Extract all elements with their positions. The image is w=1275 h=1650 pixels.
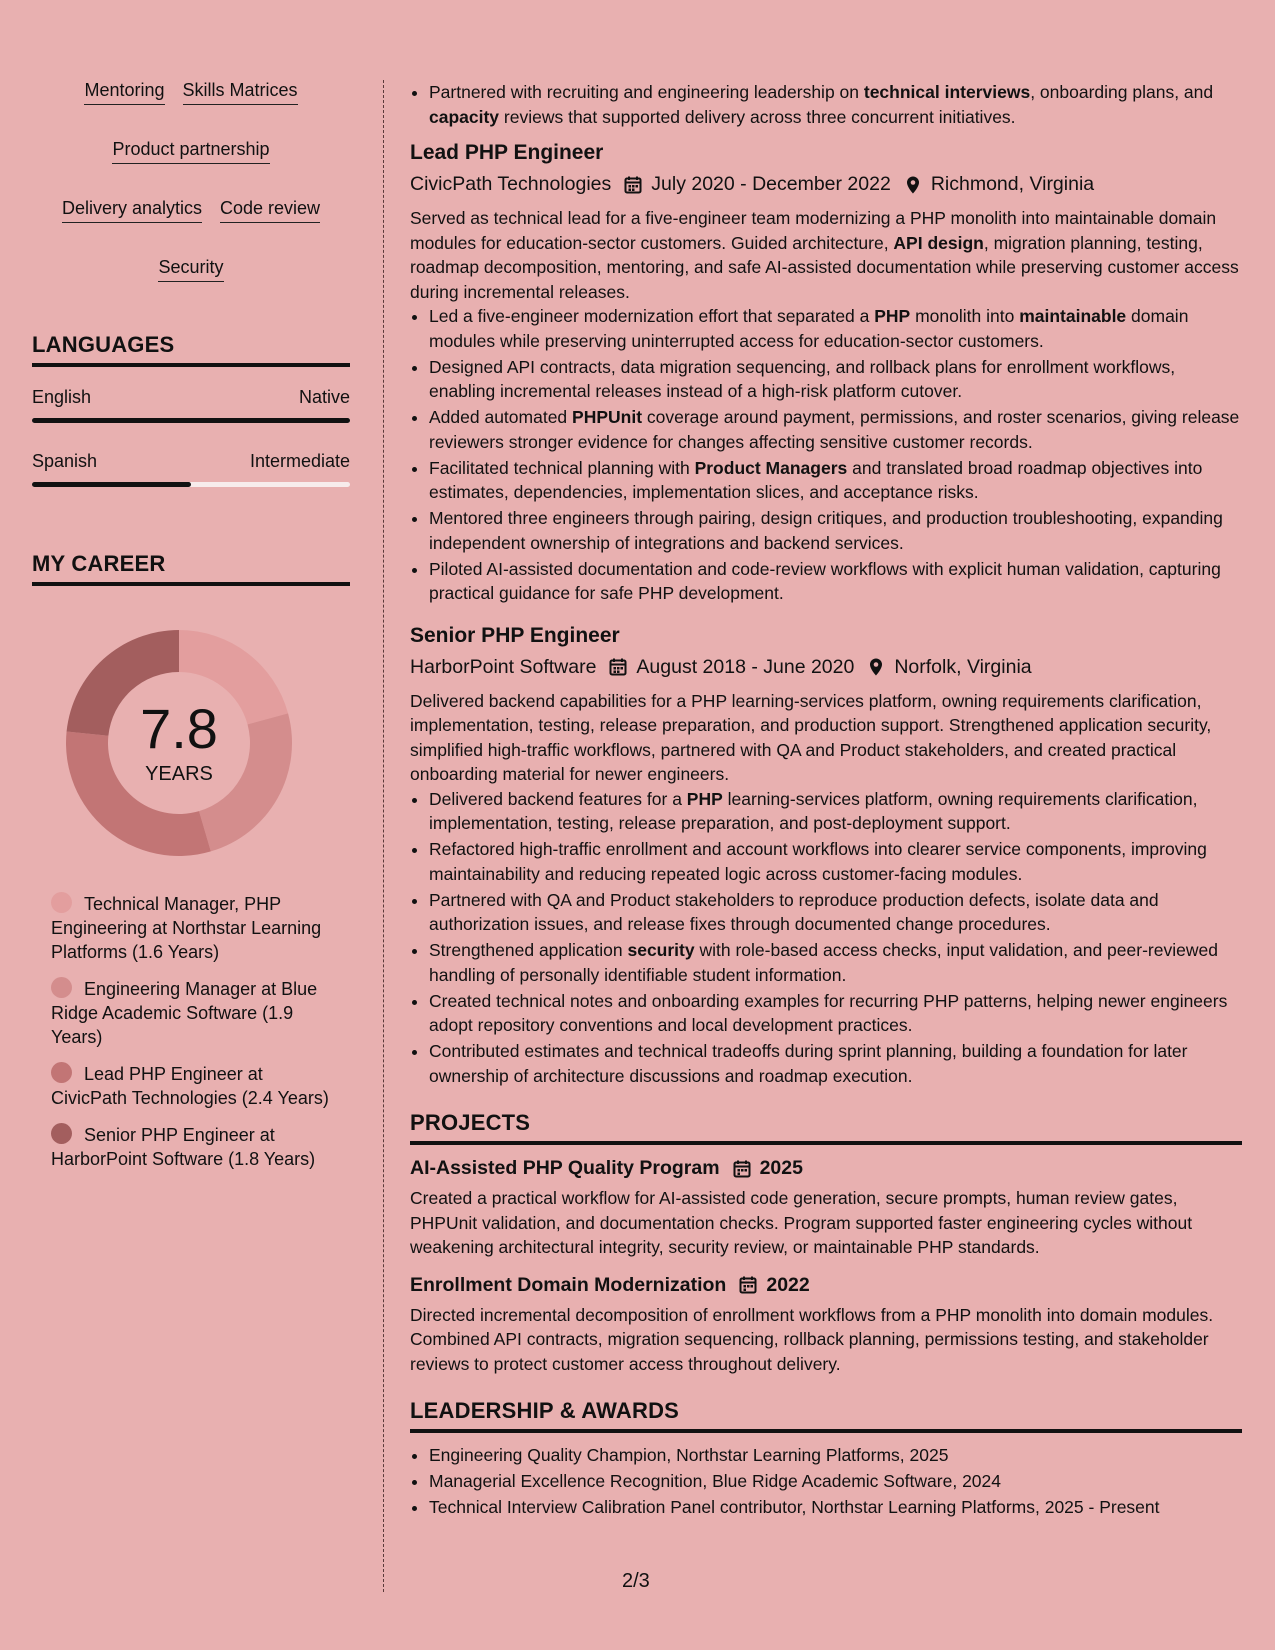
calendar-icon <box>732 1159 752 1179</box>
awards-list <box>410 1443 1242 1520</box>
legend-dot <box>51 977 72 998</box>
job-title: Lead PHP Engineer <box>410 141 604 164</box>
job-dates: July 2020 - December 2022 <box>651 173 891 195</box>
legend-item <box>51 1123 341 1171</box>
skills-list <box>32 78 350 282</box>
award-item: • Technical Interview Calibration Panel contributor, Northstar Learning Platforms, 2025 - Present <box>429 1495 1242 1520</box>
job-location: Richmond, Virginia <box>930 173 1095 195</box>
calendar-icon <box>623 175 643 195</box>
language-english <box>32 387 350 423</box>
awards-section <box>410 1398 1242 1520</box>
bullet: • Partnered with recruiting and engineering leadership on technical interviews, onboarding plans, and capacity reviews that supported delivery across three concurrent initiatives. <box>429 80 1242 129</box>
career-legend <box>51 892 341 1171</box>
project-item <box>410 1274 1242 1377</box>
career-unit: YEARS <box>145 762 213 785</box>
legend-item <box>51 977 341 1049</box>
skill-tag: Skills Matrices <box>183 78 298 105</box>
project-name: AI-Assisted PHP Quality Program <box>410 1157 720 1179</box>
career-title: MY CAREER <box>32 551 350 586</box>
languages-section <box>32 332 350 487</box>
calendar-icon <box>608 657 628 677</box>
language-bar-fill <box>32 482 191 487</box>
bullet: • Mentored three engineers through pairing, design critiques, and production troubleshooting, expanding independent ownership of integrations and backend services. <box>429 506 1242 555</box>
skill-tag: Code review <box>220 196 320 223</box>
legend-label: Lead PHP Engineer at CivicPath Technologies (2.4 Years) <box>51 1064 329 1108</box>
bullet: • Partnered with QA and Product stakeholders to reproduce production defects, isolate data and authorization issues, and release fixes through documented change procedures. <box>429 888 1242 937</box>
page-number: 2/3 <box>622 1570 650 1592</box>
location-pin-icon <box>903 175 923 195</box>
project-year: 2022 <box>766 1273 810 1296</box>
job-summary: Served as technical lead for a five-engineer team modernizing a PHP monolith into maintainable domain modules for education-sector customers. Guided architecture, API design, migration planning, testing, roadmap decomposition, mentoring, and safe AI-assisted documentation while preserving customer access during incremental releases. <box>410 208 1239 302</box>
calendar-icon <box>738 1275 758 1295</box>
job-senior-php-engineer <box>410 624 1242 1089</box>
job-company: CivicPath Technologies <box>410 173 612 195</box>
language-name: English <box>32 387 92 407</box>
bullet: • Piloted AI-assisted documentation and code-review workflows with explicit human validation, capturing practical guidance for safe PHP development. <box>429 557 1242 606</box>
award-item: • Managerial Excellence Recognition, Blue Ridge Academic Software, 2024 <box>429 1469 1242 1494</box>
legend-label: Technical Manager, PHP Engineering at Northstar Learning Platforms (1.6 Years) <box>51 894 322 962</box>
skill-tag: Mentoring <box>84 78 164 105</box>
project-description: Directed incremental decomposition of enrollment workflows from a PHP monolith into domain modules. Combined API contracts, migration sequencing, rollback planning, permissions testing, and stakeholder reviews to protect customer access throughout delivery. <box>410 1304 1214 1374</box>
skill-tag: Product partnership <box>112 137 269 164</box>
job-company: HarborPoint Software <box>410 655 597 678</box>
language-bar <box>32 482 350 487</box>
bullet: • Designed API contracts, data migration sequencing, and rollback plans for enrollment workflows, enabling incremental releases instead of a high-risk platform cutover. <box>429 355 1242 404</box>
job-meta <box>410 656 1242 679</box>
skill-tag: Delivery analytics <box>62 196 202 223</box>
column-divider <box>383 80 384 1592</box>
job-lead-php-engineer <box>410 141 1242 606</box>
job-title: Senior PHP Engineer <box>410 623 620 647</box>
legend-item <box>51 1062 341 1110</box>
project-year: 2025 <box>759 1157 803 1179</box>
skill-tag: Security <box>158 255 223 282</box>
career-donut <box>66 630 292 856</box>
job-bullets <box>410 787 1242 1089</box>
bullet: • Created technical notes and onboarding examples for recurring PHP patterns, helping newer engineers adopt repository conventions and local development practices. <box>429 989 1242 1038</box>
award-item: • Engineering Quality Champion, Northstar Learning Platforms, 2025 <box>429 1443 1242 1468</box>
project-description: Created a practical workflow for AI-assisted code generation, secure prompts, human review gates, PHPUnit validation, and documentation checks. Program supported faster engineering cycles without weakening architectural integrity, security review, or maintainable PHP standards. <box>410 1188 1193 1257</box>
bullet: • Contributed estimates and technical tradeoffs during sprint planning, building a foundation for later ownership of architecture discussions and roadmap execution. <box>429 1039 1242 1088</box>
project-name: Enrollment Domain Modernization <box>410 1273 727 1296</box>
projects-title: PROJECTS <box>410 1110 1242 1145</box>
legend-dot <box>51 1123 72 1144</box>
legend-dot <box>51 892 72 913</box>
language-level: Intermediate <box>249 451 350 471</box>
legend-dot <box>51 1062 72 1083</box>
job-location: Norfolk, Virginia <box>894 655 1032 678</box>
legend-label: Engineering Manager at Blue Ridge Academic Software (1.9 Years) <box>51 979 318 1047</box>
project-item <box>410 1157 1242 1260</box>
project-title <box>410 1274 1242 1297</box>
project-title <box>410 1157 1242 1180</box>
legend-item <box>51 892 341 964</box>
left-column <box>32 78 350 1184</box>
job-dates: August 2018 - June 2020 <box>636 655 855 678</box>
bullet: • Added automated PHPUnit coverage around payment, permissions, and roster scenarios, giving release reviewers stronger evidence for changes affecting sensitive customer records. <box>429 405 1242 454</box>
right-column <box>410 80 1242 1521</box>
language-spanish <box>32 451 350 487</box>
location-pin-icon <box>866 657 886 677</box>
language-bar-fill <box>32 418 350 423</box>
bullet: • Delivered backend features for a PHP learning-services platform, owning requirements clarification, implementation, testing, release preparation, and post-deployment support. <box>429 787 1242 836</box>
language-level: Native <box>298 387 350 407</box>
language-name: Spanish <box>32 451 98 471</box>
bullet: • Refactored high-traffic enrollment and account workflows into clearer service components, improving maintainability and reducing repeated logic across customer-facing modules. <box>429 837 1242 886</box>
job-summary: Delivered backend capabilities for a PHP learning-services platform, owning requirements clarification, implementation, testing, release preparation, and production support. Strengthened application security, simplified high-traffic workflows, partnered with QA and Product stakeholders, and created practical onboarding material for newer engineers. <box>410 690 1212 784</box>
language-bar <box>32 418 350 423</box>
career-section <box>32 551 350 1171</box>
bullet: • Facilitated technical planning with Product Managers and translated broad roadmap objectives into estimates, dependencies, implementation slices, and acceptance risks. <box>429 456 1242 505</box>
bullet: • Strengthened application security with role-based access checks, input validation, and peer-reviewed handling of personally identifiable student information. <box>429 938 1242 987</box>
job-bullets <box>410 304 1242 606</box>
awards-title: LEADERSHIP & AWARDS <box>410 1398 1242 1433</box>
career-total: 7.8 <box>140 696 218 760</box>
bullet: • Led a five-engineer modernization effort that separated a PHP monolith into maintainable domain modules while preserving uninterrupted access for education-sector customers. <box>429 304 1242 353</box>
legend-label: Senior PHP Engineer at HarborPoint Software (1.8 Years) <box>51 1125 316 1169</box>
previous-role-bullets <box>410 80 1242 129</box>
projects-section <box>410 1110 1242 1376</box>
languages-title: LANGUAGES <box>32 332 350 367</box>
job-meta <box>410 173 1242 196</box>
